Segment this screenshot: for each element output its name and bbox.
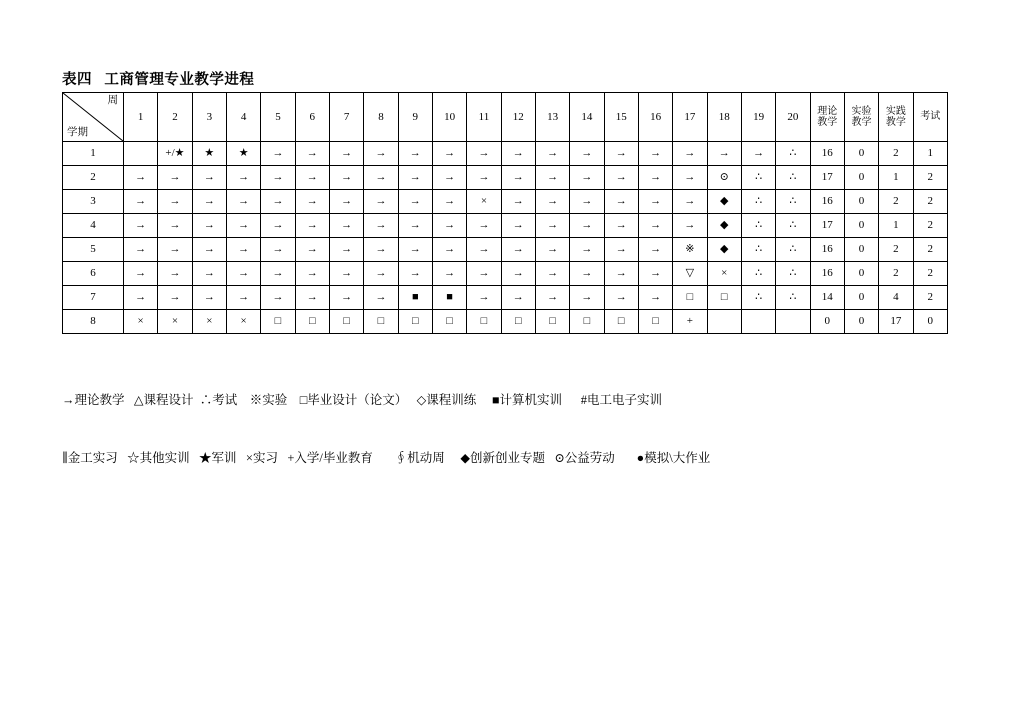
schedule-cell: →: [158, 262, 192, 286]
schedule-cell: →: [158, 166, 192, 190]
schedule-cell: →: [638, 142, 672, 166]
schedule-cell: →: [226, 238, 260, 262]
schedule-cell: →: [535, 166, 569, 190]
summary-header-theory-line2: 教学: [817, 117, 838, 128]
table-row: [63, 214, 948, 238]
summary-header-practice: [879, 93, 913, 142]
table-row: [63, 142, 948, 166]
schedule-cell: →: [329, 238, 363, 262]
schedule-cell: →: [158, 214, 192, 238]
schedule-cell: ◆: [707, 190, 741, 214]
summary-theory: 16: [810, 262, 844, 286]
schedule-cell: →: [467, 238, 501, 262]
summary-experiment: 0: [844, 310, 878, 334]
week-header-7: 7: [329, 93, 363, 142]
summary-theory: 16: [810, 142, 844, 166]
schedule-cell: ∴: [776, 190, 810, 214]
schedule-cell: →: [192, 166, 226, 190]
summary-practice: 2: [879, 238, 913, 262]
summary-practice: 1: [879, 166, 913, 190]
summary-exam: 1: [913, 142, 947, 166]
table-header-row: [63, 93, 948, 142]
schedule-cell: →: [226, 286, 260, 310]
summary-exam: 2: [913, 286, 947, 310]
schedule-cell: ■: [432, 286, 466, 310]
schedule-cell: →: [398, 166, 432, 190]
corner-header-cell: [63, 93, 124, 142]
schedule-cell: →: [329, 286, 363, 310]
schedule-cell: →: [364, 166, 398, 190]
summary-exam: 2: [913, 262, 947, 286]
schedule-cell: →: [226, 190, 260, 214]
schedule-cell: →: [501, 142, 535, 166]
schedule-cell: ∴: [776, 262, 810, 286]
schedule-cell: →: [398, 238, 432, 262]
summary-experiment: 0: [844, 166, 878, 190]
schedule-cell: ×: [707, 262, 741, 286]
schedule-cell: →: [364, 214, 398, 238]
schedule-cell: →: [158, 286, 192, 310]
summary-theory: 14: [810, 286, 844, 310]
schedule-cell: →: [398, 190, 432, 214]
schedule-cell: →: [192, 214, 226, 238]
summary-exam: 2: [913, 190, 947, 214]
summary-theory: 16: [810, 238, 844, 262]
schedule-cell: →: [261, 190, 295, 214]
schedule-cell: →: [570, 238, 604, 262]
week-header-17: 17: [673, 93, 707, 142]
schedule-cell: →: [261, 262, 295, 286]
summary-experiment: 0: [844, 262, 878, 286]
schedule-cell: →: [124, 166, 158, 190]
schedule-cell: →: [604, 190, 638, 214]
summary-header-practice-line2: 教学: [885, 117, 906, 128]
schedule-cell: →: [261, 238, 295, 262]
schedule-cell: →: [638, 166, 672, 190]
summary-experiment: 0: [844, 238, 878, 262]
schedule-cell: →: [124, 238, 158, 262]
schedule-cell: →: [329, 214, 363, 238]
schedule-cell: ∴: [776, 166, 810, 190]
schedule-cell: [124, 142, 158, 166]
schedule-cell: ×: [124, 310, 158, 334]
schedule-cell: →: [604, 142, 638, 166]
week-header-14: 14: [570, 93, 604, 142]
schedule-cell: ∴: [741, 190, 775, 214]
summary-practice: 4: [879, 286, 913, 310]
corner-term-label: 学期: [67, 126, 88, 138]
schedule-cell: →: [604, 286, 638, 310]
schedule-cell: →: [295, 142, 329, 166]
schedule-cell: ★: [192, 142, 226, 166]
week-header-2: 2: [158, 93, 192, 142]
schedule-cell: →: [741, 142, 775, 166]
table-row: [63, 286, 948, 310]
schedule-cell: →: [192, 286, 226, 310]
schedule-cell: →: [501, 166, 535, 190]
schedule-cell: □: [467, 310, 501, 334]
schedule-cell: →: [226, 214, 260, 238]
schedule-cell: ×: [158, 310, 192, 334]
schedule-cell: □: [364, 310, 398, 334]
schedule-cell: →: [124, 214, 158, 238]
schedule-cell: [776, 310, 810, 334]
table-body: [63, 142, 948, 334]
summary-header-experiment: [844, 93, 878, 142]
schedule-cell: □: [261, 310, 295, 334]
term-label: 1: [63, 142, 124, 166]
schedule-cell: →: [226, 166, 260, 190]
term-label: 4: [63, 214, 124, 238]
schedule-cell: →: [570, 166, 604, 190]
summary-experiment: 0: [844, 190, 878, 214]
week-header-19: 19: [741, 93, 775, 142]
schedule-cell: →: [673, 214, 707, 238]
summary-header-experiment-line2: 教学: [851, 117, 872, 128]
schedule-cell: ∴: [776, 142, 810, 166]
schedule-cell: ∴: [776, 238, 810, 262]
schedule-cell: →: [261, 166, 295, 190]
schedule-cell: →: [261, 142, 295, 166]
week-header-18: 18: [707, 93, 741, 142]
schedule-cell: →: [707, 142, 741, 166]
schedule-cell: →: [432, 142, 466, 166]
schedule-cell: →: [329, 142, 363, 166]
schedule-cell: →: [501, 262, 535, 286]
schedule-cell: →: [432, 262, 466, 286]
week-header-12: 12: [501, 93, 535, 142]
schedule-cell: +/★: [158, 142, 192, 166]
schedule-cell: □: [707, 286, 741, 310]
summary-exam: 2: [913, 238, 947, 262]
schedule-cell: ▽: [673, 262, 707, 286]
schedule-cell: →: [673, 166, 707, 190]
schedule-cell: →: [638, 190, 672, 214]
schedule-cell: →: [638, 286, 672, 310]
schedule-cell: →: [364, 142, 398, 166]
schedule-cell: →: [673, 142, 707, 166]
schedule-cell: →: [467, 286, 501, 310]
summary-practice: 2: [879, 262, 913, 286]
week-header-8: 8: [364, 93, 398, 142]
table-row: [63, 190, 948, 214]
table-row: [63, 166, 948, 190]
schedule-cell: +: [673, 310, 707, 334]
schedule-cell: [741, 310, 775, 334]
legend-row-2: ∥金工实习 ☆其他实训 ★军训 ×实习 +入学/毕业教育 ∮机动周 ◆创新创业专题 ⊙公益劳动 ●模拟\大作业: [62, 450, 711, 465]
table-header: [63, 93, 948, 142]
table-row: [63, 238, 948, 262]
schedule-cell: →: [295, 238, 329, 262]
schedule-cell: ∴: [741, 238, 775, 262]
term-label: 2: [63, 166, 124, 190]
schedule-cell: ∴: [741, 286, 775, 310]
schedule-cell: →: [501, 286, 535, 310]
schedule-cell: →: [467, 142, 501, 166]
term-label: 7: [63, 286, 124, 310]
schedule-cell: □: [604, 310, 638, 334]
schedule-cell: →: [570, 142, 604, 166]
week-header-3: 3: [192, 93, 226, 142]
summary-experiment: 0: [844, 142, 878, 166]
schedule-cell: ×: [226, 310, 260, 334]
summary-theory: 17: [810, 166, 844, 190]
schedule-cell: →: [570, 214, 604, 238]
schedule-cell: →: [570, 190, 604, 214]
legend: [62, 352, 710, 507]
schedule-cell: →: [432, 166, 466, 190]
schedule-cell: →: [570, 286, 604, 310]
schedule-cell: →: [604, 214, 638, 238]
schedule-cell: →: [295, 286, 329, 310]
schedule-cell: →: [192, 190, 226, 214]
schedule-cell: [707, 310, 741, 334]
summary-header-practice-line1: 实践: [885, 105, 906, 117]
schedule-cell: →: [638, 238, 672, 262]
schedule-cell: →: [535, 286, 569, 310]
schedule-cell: →: [329, 166, 363, 190]
schedule-cell: ■: [398, 286, 432, 310]
schedule-cell: □: [398, 310, 432, 334]
schedule-cell: □: [501, 310, 535, 334]
schedule-cell: □: [535, 310, 569, 334]
schedule-cell: →: [432, 214, 466, 238]
summary-theory: 17: [810, 214, 844, 238]
summary-header-experiment-line1: 实验: [851, 105, 872, 117]
schedule-cell: □: [329, 310, 363, 334]
week-header-9: 9: [398, 93, 432, 142]
summary-header-exam-line1: 考试: [920, 111, 941, 123]
schedule-cell: ∴: [741, 166, 775, 190]
summary-exam: 0: [913, 310, 947, 334]
schedule-cell: →: [295, 214, 329, 238]
schedule-cell: →: [467, 214, 501, 238]
schedule-cell: ∴: [741, 214, 775, 238]
term-label: 6: [63, 262, 124, 286]
schedule-cell: →: [604, 262, 638, 286]
summary-header-theory-line1: 理论: [817, 105, 838, 117]
summary-header-exam: [913, 93, 947, 142]
week-header-20: 20: [776, 93, 810, 142]
schedule-cell: →: [192, 238, 226, 262]
schedule-cell: ∴: [776, 286, 810, 310]
schedule-cell: →: [295, 190, 329, 214]
schedule-cell: ◆: [707, 214, 741, 238]
schedule-cell: →: [398, 142, 432, 166]
schedule-cell: →: [604, 166, 638, 190]
schedule-cell: →: [261, 286, 295, 310]
schedule-cell: →: [261, 214, 295, 238]
schedule-cell: →: [329, 190, 363, 214]
schedule-cell: ★: [226, 142, 260, 166]
schedule-cell: →: [226, 262, 260, 286]
summary-practice: 1: [879, 214, 913, 238]
summary-theory: 0: [810, 310, 844, 334]
schedule-cell: ※: [673, 238, 707, 262]
summary-practice: 2: [879, 190, 913, 214]
week-header-1: 1: [124, 93, 158, 142]
term-label: 8: [63, 310, 124, 334]
summary-practice: 17: [879, 310, 913, 334]
schedule-cell: →: [535, 214, 569, 238]
summary-experiment: 0: [844, 214, 878, 238]
table-row: [63, 262, 948, 286]
schedule-cell: →: [124, 262, 158, 286]
summary-experiment: 0: [844, 286, 878, 310]
schedule-cell: →: [604, 238, 638, 262]
schedule-cell: →: [158, 238, 192, 262]
schedule-cell: □: [673, 286, 707, 310]
week-header-16: 16: [638, 93, 672, 142]
schedule-cell: →: [364, 238, 398, 262]
schedule-cell: →: [398, 214, 432, 238]
schedule-cell: →: [364, 262, 398, 286]
schedule-cell: □: [295, 310, 329, 334]
schedule-cell: →: [570, 262, 604, 286]
table-row: [63, 310, 948, 334]
schedule-cell: →: [638, 262, 672, 286]
schedule-cell: →: [398, 262, 432, 286]
schedule-cell: →: [192, 262, 226, 286]
summary-theory: 16: [810, 190, 844, 214]
schedule-cell: ×: [467, 190, 501, 214]
corner-week-label: 周: [107, 95, 118, 106]
schedule-cell: →: [432, 190, 466, 214]
schedule-cell: →: [364, 190, 398, 214]
week-header-6: 6: [295, 93, 329, 142]
schedule-cell: →: [295, 166, 329, 190]
schedule-cell: ◆: [707, 238, 741, 262]
schedule-cell: ×: [192, 310, 226, 334]
summary-practice: 2: [879, 142, 913, 166]
schedule-cell: →: [535, 190, 569, 214]
schedule-cell: □: [432, 310, 466, 334]
summary-exam: 2: [913, 214, 947, 238]
schedule-cell: ∴: [741, 262, 775, 286]
schedule-cell: →: [158, 190, 192, 214]
schedule-cell: →: [364, 286, 398, 310]
legend-row-1: →理论教学 △课程设计 ∴考试 ※实验 □毕业设计（论文） ◇课程训练 ■计算机实训 #电工电子实训: [62, 392, 662, 407]
schedule-cell: →: [329, 262, 363, 286]
week-header-13: 13: [535, 93, 569, 142]
schedule-cell: →: [467, 166, 501, 190]
schedule-cell: →: [535, 262, 569, 286]
summary-header-theory: [810, 93, 844, 142]
schedule-cell: →: [467, 262, 501, 286]
schedule-cell: →: [673, 190, 707, 214]
schedule-cell: →: [124, 190, 158, 214]
week-header-5: 5: [261, 93, 295, 142]
schedule-cell: □: [638, 310, 672, 334]
schedule-cell: ∴: [776, 214, 810, 238]
term-label: 3: [63, 190, 124, 214]
summary-exam: 2: [913, 166, 947, 190]
schedule-cell: →: [501, 214, 535, 238]
week-header-4: 4: [226, 93, 260, 142]
week-header-11: 11: [467, 93, 501, 142]
term-label: 5: [63, 238, 124, 262]
schedule-cell: →: [501, 190, 535, 214]
week-header-15: 15: [604, 93, 638, 142]
schedule-cell: →: [638, 214, 672, 238]
schedule-cell: →: [535, 238, 569, 262]
schedule-cell: □: [570, 310, 604, 334]
schedule-cell: →: [124, 286, 158, 310]
schedule-cell: →: [535, 142, 569, 166]
page-title: 表四 工商管理专业教学进程: [62, 72, 255, 88]
schedule-cell: →: [295, 262, 329, 286]
teaching-schedule-table: [62, 92, 948, 334]
schedule-cell: →: [432, 238, 466, 262]
schedule-cell: ⊙: [707, 166, 741, 190]
schedule-cell: →: [501, 238, 535, 262]
teaching-schedule-table-wrapper: [62, 92, 948, 334]
week-header-10: 10: [432, 93, 466, 142]
